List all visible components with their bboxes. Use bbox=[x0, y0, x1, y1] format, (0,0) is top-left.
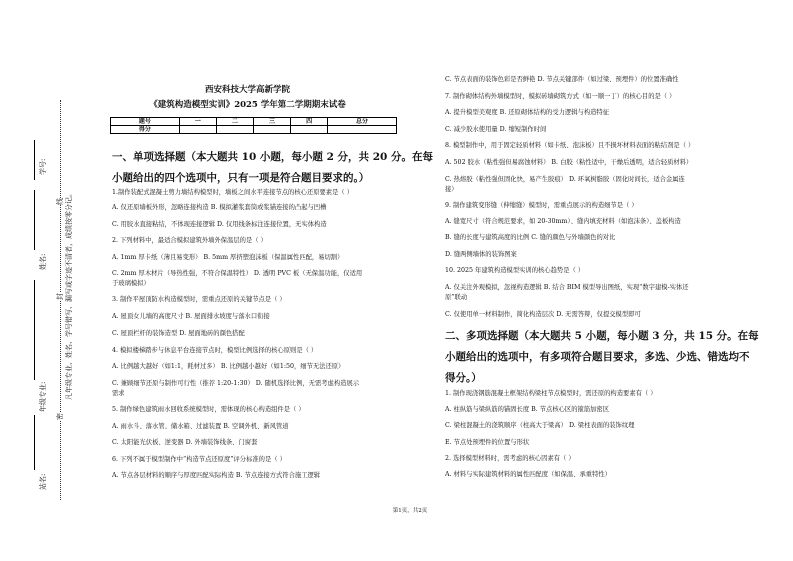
option-text: A. 仅还原墙板外形，忽略连接构造 B. 模拟灌浆套筒或浆锚连接的凸起与凹槽 bbox=[112, 204, 327, 211]
question-text: 7. 制作砌体结构外墙模型时，模拟砖墙砌筑方式（如一顺一丁）的核心目的是（ ） bbox=[445, 93, 676, 100]
score-cell: 三 bbox=[253, 118, 290, 126]
student-id-label: 学号: bbox=[39, 158, 47, 175]
notice-text: 凡年级专业、姓名、学号错写、漏写或字迹不清者，成绩按零分记。 bbox=[65, 190, 73, 400]
grade-major-line bbox=[34, 415, 35, 470]
option-text: C. 热熔胶（粘性强但固化快，易产生胶痕） D. 环氧树脂胶（固化时间长，适合金属连 bbox=[445, 176, 685, 183]
seal-mark: 线 bbox=[56, 198, 64, 205]
score-cell: 总分 bbox=[328, 118, 397, 126]
option-text: B. 缝的长度与建筑高度的比例 C. 缝的颜色与外墙颜色的对比 bbox=[445, 234, 616, 241]
seal-line bbox=[60, 100, 61, 500]
question-text: 6. 下列不属于模型制作中“构造节点还原度”评分标准的是（ ） bbox=[112, 456, 286, 463]
option-text: A. 节点各层材料的顺序与厚度匹配实际构造 B. 节点连接方式符合施工逻辑 bbox=[112, 472, 321, 479]
option-text: A. 屋顶女儿墙的高度尺寸 B. 屋面排水坡度与落水口衔接 bbox=[112, 313, 270, 320]
section-heading: 二、多项选择题（本大题共 5 小题，每小题 3 分，共 15 分。在每 bbox=[445, 330, 759, 342]
question-text: 8. 模型制作中，用于固定轻质材料（如卡纸、泡沫板）且不损坏材料表面的粘结剂是（ ） bbox=[445, 142, 695, 149]
section-heading: 得分。） bbox=[445, 372, 482, 384]
student-id-line bbox=[34, 190, 35, 250]
score-table bbox=[110, 117, 397, 134]
section-heading: 一、单项选择题（本大题共 10 小题，每小题 2 分，共 20 分。在每 bbox=[112, 151, 433, 163]
grade-major-label: 年级专业: bbox=[39, 381, 47, 412]
score-input bbox=[328, 126, 397, 134]
question-text: 2. 下列材料中，最适合模拟建筑外墙外保温层的是（ ） bbox=[112, 237, 267, 244]
option-text: A. 提升模型美观度 B. 还原砌体结构的受力逻辑与构造特征 bbox=[445, 109, 610, 116]
question-text: 1.制作装配式混凝土剪力墙结构模型时，墙板之间水平连接节点的核心还原要素是（ ） bbox=[112, 189, 353, 196]
option-text: A. 仅关注外观模拟，忽视构造逻辑 B. 结合 BIM 模型导出图纸，实现“数字建模-实体还 bbox=[445, 284, 689, 291]
score-cell: 一 bbox=[179, 118, 216, 126]
option-text: C. 仅使用单一材料制作，简化构造层次 D. 无需答辩，仅提交模型即可 bbox=[445, 311, 641, 318]
name-line bbox=[34, 280, 35, 380]
option-text: C. 梁柱混凝土的浇筑顺序（柱高大于梁高） D. 梁柱表面的装饰纹理 bbox=[445, 422, 635, 429]
page-number: 第1页，共2页 bbox=[392, 508, 428, 514]
seal-mark: 封 bbox=[56, 293, 64, 300]
option-text: C. 用胶水直接粘结，不体现连接逻辑 D. 仅用线条标注连接位置，无实体构造 bbox=[112, 221, 327, 228]
option-text: 于玻璃模拟） bbox=[112, 280, 150, 287]
option-text: C. 2mm 厚木材片（导热性强，不符合保温特性） D. 透明 PVC 板（无保温功能，仅适用 bbox=[112, 270, 363, 277]
option-text: C. 太阳能光伏板、逆变器 D. 外墙装饰线条、门窗套 bbox=[112, 439, 258, 446]
option-text: A. 1mm 厚卡纸（薄且易变形） B. 5mm 厚挤塑泡沫板（保温属性匹配，易切割） bbox=[112, 254, 344, 261]
score-cell: 四 bbox=[291, 118, 328, 126]
option-text: A. 缝宽尺寸（符合规范要求，如 20-30mm）、缝内填充材料（如泡沫条）、盖板构造 bbox=[445, 218, 681, 225]
option-text: C. 屋顶栏杆的装饰造型 D. 屋面地砖的颜色搭配 bbox=[112, 330, 245, 337]
name-label: 姓名: bbox=[39, 253, 47, 270]
option-text: E. 节点处预埋件的位置与形状 bbox=[445, 439, 530, 446]
option-text: A. 材料与实际建筑材料的属性匹配度（如保温、承重特性） bbox=[445, 471, 611, 478]
option-text: C. 节点表面的装饰色彩是否鲜艳 D. 节点关键部件（如过梁、预埋件）的位置准确性 bbox=[445, 76, 679, 83]
seal-mark: 密 bbox=[56, 413, 64, 420]
score-input bbox=[179, 126, 216, 134]
score-input bbox=[291, 126, 328, 134]
question-text: 9. 制作建筑变形缝（伸缩缝）模型时，需重点展示的构造细节是（ ） bbox=[445, 202, 638, 209]
option-text: C. 减少胶水使用量 D. 缩短制作时间 bbox=[445, 126, 547, 133]
exam-title: 《建筑构造模型实训》2025 学年第二学期期末试卷 bbox=[149, 100, 346, 110]
score-cell: 二 bbox=[216, 118, 253, 126]
option-text: C. 兼顾细节还原与制作可行性（推荐 1:20-1:30） D. 随机选择比例，无需考虑构造展示 bbox=[112, 380, 360, 387]
option-text: 原”联动 bbox=[445, 294, 468, 301]
class-label: 站名: bbox=[39, 473, 47, 490]
question-text: 2. 选择模型材料时，需考虑的核心因素有（ ） bbox=[445, 455, 575, 462]
option-text: A. 比例越大越好（如1:1，耗材过多） B. 比例越小越好（如1:50，细节无法还原） bbox=[112, 363, 345, 370]
option-text: A. 502 胶水（粘性强但易腐蚀材料） B. 白胶（粘性适中，干燥后透明，适合轻质材料） bbox=[445, 159, 693, 166]
school-name: 西安科技大学高新学院 bbox=[204, 85, 290, 95]
section-heading: 小题给出的四个选项中，只有一项是符合题目要求的。） bbox=[112, 172, 370, 184]
divider bbox=[34, 140, 35, 180]
option-text: A. 柱纵筋与梁纵筋的锚固长度 B. 节点核心区的箍筋加密区 bbox=[445, 406, 610, 413]
question-text: 5. 制作绿色建筑雨水回收系统模型时，需体现的核心构造组件是（ ） bbox=[112, 406, 305, 413]
option-text: 需求 bbox=[112, 390, 125, 397]
score-input bbox=[253, 126, 290, 134]
question-text: 10. 2025 年建筑构造模型实训的核心趋势是（ ） bbox=[445, 267, 585, 274]
question-text: 1. 制作现浇钢筋混凝土框架结构梁柱节点模型时，需还原的构造要素有（ ） bbox=[445, 390, 657, 397]
option-text: 接） bbox=[445, 186, 458, 193]
question-text: 4. 模拟楼梯踏步与休息平台连接节点时，模型比例选择的核心原则是（ ） bbox=[112, 347, 318, 354]
score-input bbox=[216, 126, 253, 134]
section-heading: 小题给出的选项中，有多项符合题目要求，多选、少选、错选均不 bbox=[445, 351, 750, 363]
option-text: D. 缝两侧墙体的装饰图案 bbox=[445, 251, 517, 258]
score-cell: 题号 bbox=[111, 118, 180, 126]
question-text: 3. 制作平屋顶防水构造模型时，需重点还原的关键节点是（ ） bbox=[112, 296, 286, 303]
option-text: A. 雨水斗、落水管、储水箱、过滤装置 B. 空调外机、新风管道 bbox=[112, 423, 289, 430]
score-cell: 得分 bbox=[111, 126, 180, 134]
